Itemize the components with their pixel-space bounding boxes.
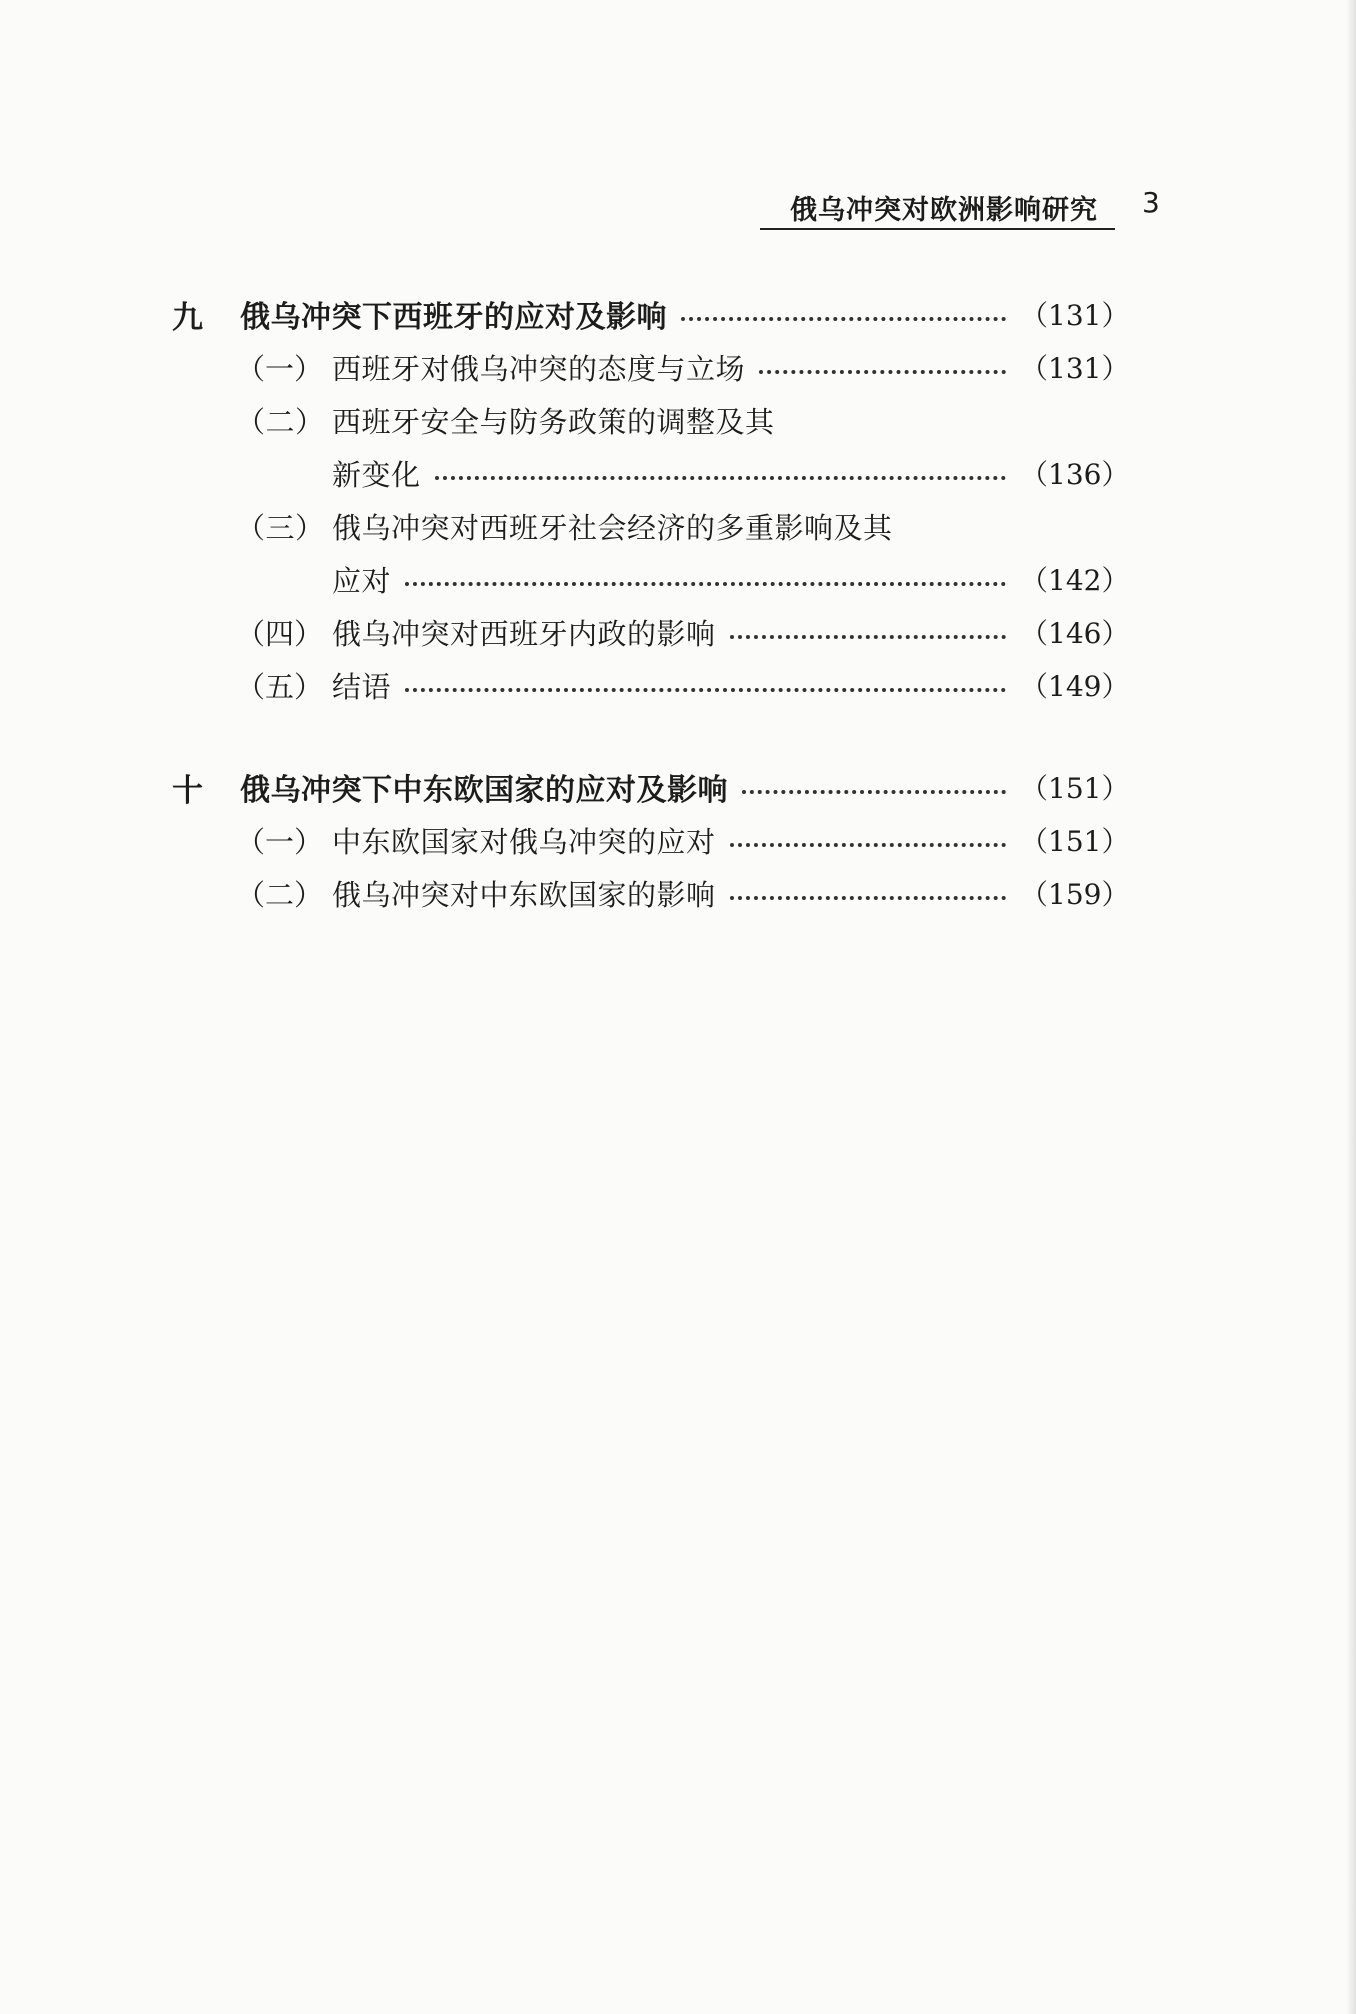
page-ref: （151） [1020, 772, 1130, 805]
chapter-number: 九 [172, 299, 203, 336]
toc-section-9-3-line2[interactable] [332, 556, 1130, 602]
dot-leader [730, 843, 1006, 847]
chapter-title: 俄乌冲突下西班牙的应对及影响 [240, 300, 667, 335]
page-ref: （146） [1020, 617, 1130, 650]
section-title: 俄乌冲突对西班牙内政的影响 [332, 616, 716, 651]
toc-section-9-3-line1[interactable] [236, 503, 1112, 549]
section-title: 中东欧国家对俄乌冲突的应对 [332, 824, 716, 859]
dot-leader [405, 688, 1006, 692]
toc-chapter-10[interactable] [172, 764, 1130, 810]
toc-section-9-4[interactable] [236, 609, 1130, 655]
section-number: （五） [236, 669, 324, 704]
toc-section-9-2-line1[interactable] [236, 397, 1112, 443]
section-number: （一） [236, 824, 324, 859]
dot-leader [742, 790, 1006, 794]
section-number: （二） [236, 877, 324, 912]
page-number: 3 [1142, 186, 1160, 219]
toc-section-9-1[interactable] [236, 344, 1130, 390]
running-head [760, 182, 1160, 232]
dot-leader [681, 317, 1006, 321]
running-head-title: 俄乌冲突对欧洲影响研究 [790, 195, 1098, 226]
toc-section-9-2-line2[interactable] [332, 450, 1130, 496]
dot-leader [730, 896, 1006, 900]
page-ref: （136） [1020, 458, 1130, 491]
page-ref: （131） [1020, 352, 1130, 385]
running-head-rule [760, 228, 1115, 230]
toc-section-10-1[interactable] [236, 817, 1130, 863]
section-title-line2: 应对 [332, 563, 392, 598]
section-number: （三） [236, 510, 325, 545]
section-title-line1: 俄乌冲突对西班牙社会经济的多重影响及其 [332, 510, 893, 545]
dot-leader [759, 370, 1006, 374]
dot-leader [730, 635, 1006, 639]
section-title: 俄乌冲突对中东欧国家的影响 [332, 877, 716, 912]
section-title-line2: 新变化 [332, 457, 421, 492]
chapter-number: 十 [172, 772, 203, 809]
page-ref: （142） [1020, 564, 1130, 597]
chapter-title: 俄乌冲突下中东欧国家的应对及影响 [240, 773, 728, 808]
page-ref: （159） [1020, 878, 1130, 911]
toc-section-10-2[interactable] [236, 870, 1130, 916]
section-title: 结语 [332, 669, 392, 704]
section-number: （四） [236, 616, 324, 651]
dot-leader [405, 582, 1006, 586]
toc-chapter-9[interactable] [172, 291, 1130, 337]
toc-section-9-5[interactable] [236, 662, 1130, 708]
page-ref: （149） [1020, 670, 1130, 703]
page-ref: （131） [1020, 299, 1130, 332]
scan-edge-shadow [1346, 0, 1356, 2014]
section-title-line1: 西班牙安全与防务政策的调整及其 [332, 404, 775, 439]
section-number: （二） [236, 404, 325, 439]
page-ref: （151） [1020, 825, 1130, 858]
section-number: （一） [236, 351, 324, 386]
dot-leader [435, 476, 1006, 480]
section-title: 西班牙对俄乌冲突的态度与立场 [332, 351, 746, 386]
